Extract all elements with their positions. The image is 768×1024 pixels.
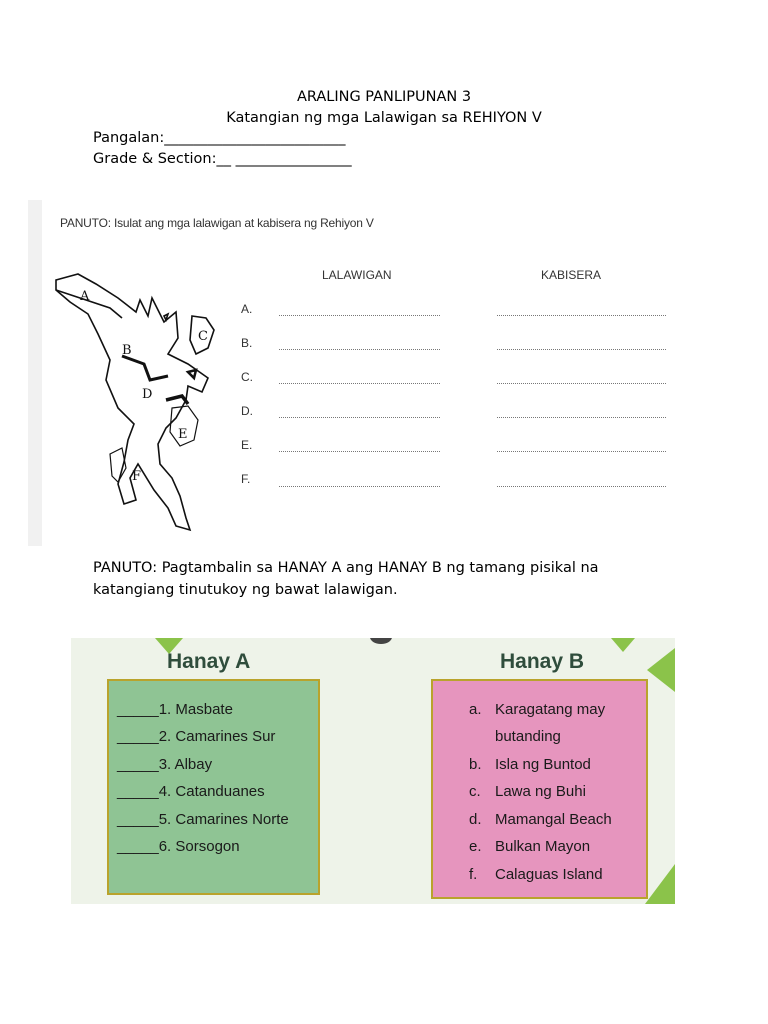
activity2-instruction: PANUTO: Pagtambalin sa HANAY A ang HANAY B ng tamang pisikal na katangiang tinutukoy ng bawat lalawigan. bbox=[93, 560, 599, 598]
hanay-b-letter: b. bbox=[469, 756, 482, 773]
bicol-region-map bbox=[48, 268, 228, 538]
row-label: B. bbox=[241, 336, 253, 350]
map-label-c: C bbox=[198, 329, 208, 344]
hanay-a-item: _____3. Albay bbox=[117, 756, 213, 773]
lalawigan-blank[interactable] bbox=[279, 383, 440, 384]
name-line: Pangalan:_________________________ bbox=[93, 130, 346, 146]
hanay-b-item: Bulkan Mayon bbox=[495, 838, 591, 855]
hanay-matching-panel bbox=[71, 638, 675, 904]
lalawigan-blank[interactable] bbox=[279, 451, 440, 452]
col-kabisera: KABISERA bbox=[541, 268, 602, 282]
hanay-b-letter: c. bbox=[469, 783, 481, 800]
triangle-decoration bbox=[647, 648, 675, 692]
grade-section-line: Grade & Section:__ ________________ bbox=[93, 151, 352, 167]
kabisera-blank[interactable] bbox=[497, 349, 666, 350]
kabisera-blank[interactable] bbox=[497, 315, 666, 316]
hanay-b-item: Isla ng Buntod bbox=[495, 756, 591, 773]
hanay-a-box bbox=[107, 679, 320, 895]
kabisera-blank[interactable] bbox=[497, 417, 666, 418]
hanay-b-item: Lawa ng Buhi bbox=[495, 783, 586, 800]
kabisera-blank[interactable] bbox=[497, 383, 666, 384]
hanay-b-item: Karagatang may bbox=[495, 701, 606, 718]
hanay-a-title: Hanay A bbox=[167, 650, 251, 673]
hanay-b-letter: a. bbox=[469, 701, 482, 718]
row-label: F. bbox=[241, 472, 251, 486]
map-island bbox=[188, 370, 196, 378]
hanay-a-item: _____2. Camarines Sur bbox=[117, 728, 276, 745]
hanay-b-letter: e. bbox=[469, 838, 482, 855]
dot-decoration bbox=[370, 638, 392, 644]
map-boundary-b bbox=[122, 356, 168, 380]
map-label-b: B bbox=[122, 343, 132, 358]
hanay-a-item: _____5. Camarines Norte bbox=[117, 811, 289, 828]
hanay-b-item: Calaguas Island bbox=[495, 866, 603, 883]
kabisera-blank[interactable] bbox=[497, 486, 666, 487]
hanay-b-title: Hanay B bbox=[500, 650, 585, 673]
hanay-a-item: _____6. Sorsogon bbox=[117, 838, 240, 855]
hanay-b-item: butanding bbox=[495, 728, 561, 745]
lalawigan-blank[interactable] bbox=[279, 349, 440, 350]
kabisera-blank[interactable] bbox=[497, 451, 666, 452]
row-label: E. bbox=[241, 438, 253, 452]
subject-title: ARALING PANLIPUNAN 3 bbox=[296, 89, 472, 105]
hanay-a-item: _____4. Catanduanes bbox=[117, 783, 265, 800]
map-label-d: D bbox=[142, 387, 153, 402]
row-label: D. bbox=[241, 404, 253, 418]
row-label: A. bbox=[241, 302, 253, 316]
image-edge bbox=[28, 200, 42, 546]
map-label-e: E bbox=[178, 427, 188, 442]
map-label-a: A bbox=[80, 289, 90, 304]
lalawigan-blank[interactable] bbox=[279, 315, 440, 316]
leaf-decoration bbox=[611, 638, 635, 652]
map-label-f: F bbox=[132, 469, 142, 484]
hanay-b-letter: d. bbox=[469, 811, 482, 828]
lalawigan-blank[interactable] bbox=[279, 417, 440, 418]
row-label: C. bbox=[241, 370, 253, 384]
topic-title: Katangian ng mga Lalawigan sa REHIYON V bbox=[226, 110, 542, 126]
triangle-decoration bbox=[645, 864, 675, 904]
activity1-instruction: PANUTO: Isulat ang mga lalawigan at kabisera ng Rehiyon V bbox=[60, 216, 374, 230]
hanay-b-letter: f. bbox=[469, 866, 478, 883]
hanay-b-box bbox=[431, 679, 648, 899]
lalawigan-blank[interactable] bbox=[279, 486, 440, 487]
hanay-a-item: _____1. Masbate bbox=[117, 701, 233, 718]
col-lalawigan: LALAWIGAN bbox=[322, 268, 392, 282]
hanay-b-item: Mamangal Beach bbox=[495, 811, 612, 828]
